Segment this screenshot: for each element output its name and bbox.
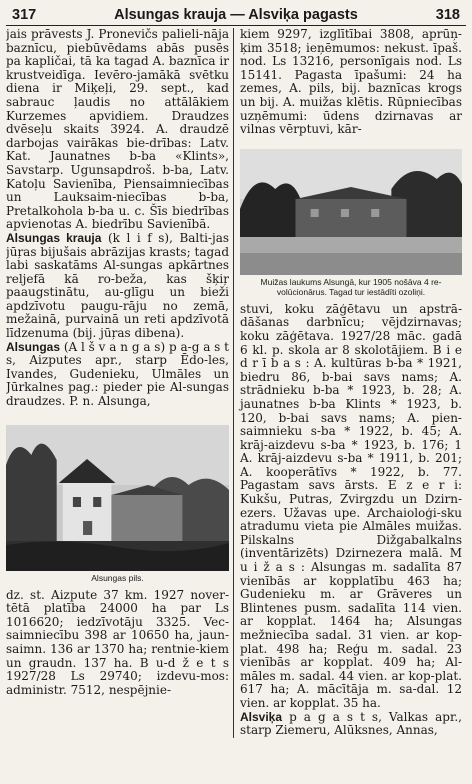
pagasts-headword: Alsungas xyxy=(6,339,61,354)
industry-paragraph: stuvi, koku zāģētavu un apstrā-dāšanas darbnīcu; vējdzirnavas; koku zāģētava. 1927/28 māc. gadā 6 kl. p. skola ar 8 skolotājiem. B i e d r ī b a s : A. kultūras b-ba * 1921, biedru 86, b-bai savs nams; A. strādnieku b-ba * 1923, b. 28; A. jaunatnes b-ba Klints * 1923, b. 120, b-bai savs nams; A. pien-saimnieku s-ba * 1922, b. 45; A. krāj-aizdevu s-ba * 1923, b. 176; 1 A. krāj-aizdevu s-ba * 1911, b. 201; A. kooperātīvs * 1922, b. 77. Pagastam savs ārsts. E z e r i: Kukšu, Putras, Zvirgzdu un Dzirn-ezers. Užavas upe. Archaioloģi-sku atradumu vieta pie Almāles muižas. Pilskalns Dižgabalkalns (inventārizēts) Dzirnezera malā. M u i ž a s : Alsungas m. sadalīta 87 vienībās ar kopplatību 463 ha; Gudenieku m. ar Grāveres un Blintenes pusm. sadalīta 114 vien. ar kopplat. 1464 ha; Alsungas mežniecība sadal. 31 vien. ar kop-plat. 498 ha; Reģu m. sadal. 23 vienībās ar kopplat. 409 ha; Al-māles m. sadal. 44 vien. ar kop-plat. 617 ha; A. mācītāja m. sa-dal. 12 vien. ar kopplat. 35 ha. xyxy=(240,301,462,710)
left-column xyxy=(6,28,234,738)
pagasts-text: (A l š v a n g a s) p a-g a s t s, Aizputes apr., starp Ēdo-les, Ivandes, Gudenieku, Ulmāles un Jūrkalnes pag.: pieder pie Al-sungas draudzes. P. n. Alsunga, xyxy=(6,339,229,409)
alsvika-text: p a g a s t s, Valkas apr., starp Ziemeru, Alūksnes, Annas, xyxy=(240,709,462,738)
pagasts-entry xyxy=(6,341,229,409)
page-header xyxy=(6,4,466,26)
church-paragraph: jais prāvests J. Pronevičs palieli-nāja baznīcu, piebūvēdams abās pusēs pa kapličai, tā ka tagad A. baznīca ir krustveidīga. Ievēro-jamākā svētku diena ir Miķeļi, 29. sept., kad sabrauc ļaudis no attālākiem Kurzemes apvidiem. Draudzes dvēseļu skaits 3924. A. draudzē darbojas vairākas bie-drības: Latv. Kat. Jaunatnes b-ba «Klints», Savstarp. Ugunsapdroš. b-ba, Latv. Katoļu Savienība, Piensaimniecības un Lauksaim-niecības b-ba, Pretalkohola b-ba u. c. Šīs biedrības apvienotas A. biedrību Savienībā. xyxy=(6,28,229,232)
castle-photo xyxy=(6,425,229,571)
krauja-entry xyxy=(6,232,229,341)
castle-photo-caption: Alsungas pils. xyxy=(91,572,144,583)
alsvika-entry xyxy=(240,711,462,738)
castle-photo-image xyxy=(6,425,229,571)
manor-yard-photo-caption: Muižas laukums Alsungā, kur 1905 nošāva 4 re-volūcionārus. Tagad tur iestādīti ozoliņi. xyxy=(260,276,442,297)
page-number-right: 318 xyxy=(435,7,460,23)
krauja-text: (k l i f s), Balti-jas jūŗas bijušais abrāzijas krasts; tagad labi saskatāms Al-sungas apkārtnes reljefā kā ro-beža, kas šķiŗ paaugstinātu, au-glīgu un bieži apdzīvotu paugu-rāju no zemā, mežainā, purvainā un reti apdzīvotā līdzenuma (bij. jūŗas dibena). xyxy=(6,230,230,341)
running-title: Alsungas krauja — Alsviķa pagasts xyxy=(114,7,358,23)
pagasts-stats: dz. st. Aizpute 37 km. 1927 nover-tētā platība 24000 ha par Ls 1016620; iedzīvotāju 3325. Vec-saimniecību 398 ar 10650 ha, jaun-saimn. 136 ar 1370 ha; rentnie-kiem un graudn. 137 ha. B u-d ž e t s 1927/28 Ls 29740; izdevu-mos: administr. 7512, nespējnie- xyxy=(6,587,229,697)
right-column xyxy=(234,28,462,738)
alsvika-headword: Alsviķa xyxy=(240,709,283,724)
budget-paragraph: kiem 9297, izglītībai 3808, aprūņ-ķim 3518; ieņēmumos: nekust. īpaš. nod. Ls 13216, personīgais nod. Ls 15141. Pagasta īpašumi: 24 ha zemes, A. pils, bij. baznīcas krogs un bij. A. muižas klētis. Rūpniecības uzņēmumi: ūdens dzirnavas ar vilnas vērptuvi, kār- xyxy=(240,28,462,137)
text-columns xyxy=(6,28,466,738)
krauja-headword: Alsungas krauja xyxy=(6,230,102,245)
manor-yard-photo-image xyxy=(240,149,462,275)
page-number-left: 317 xyxy=(12,7,37,23)
manor-yard-photo xyxy=(240,149,462,275)
